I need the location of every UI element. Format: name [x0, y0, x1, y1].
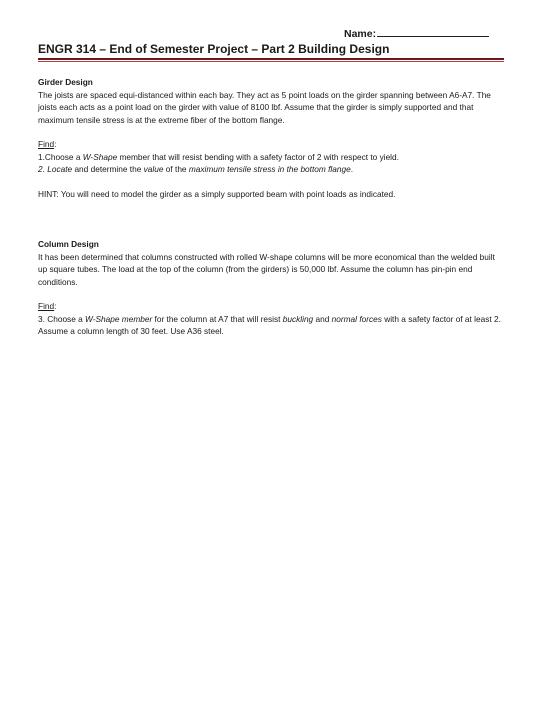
column-heading: Column Design — [38, 239, 99, 249]
name-label: Name: — [344, 28, 377, 40]
document-body — [38, 76, 504, 338]
title-rule-thin — [38, 61, 504, 62]
item2-mid1: and determine the — [72, 164, 144, 174]
item3-prefix: 3. Choose a — [38, 313, 86, 324]
item1-rest: member that will resist bending with a safety factor of 2 with respect to yield. — [117, 151, 399, 162]
girder-find — [38, 138, 504, 151]
document-title: ENGR 314 – End of Semester Project – Part 2 Building Design — [38, 42, 390, 56]
girder-item-2 — [38, 163, 504, 176]
column-find-label: Find — [38, 301, 55, 311]
item3-emph2: buckling — [282, 313, 314, 324]
girder-find-colon: : — [54, 139, 57, 149]
item2-emph3: maximum tensile stress in the bottom flange — [188, 164, 351, 174]
column-paragraph: It has been determined that columns constructed with rolled W-shape columns will be more economical than the welded built up square tubes. The load at the top of the column (from the girders) is 50,000 lbf. Assume the column has pin-pin end conditions. — [38, 251, 495, 287]
item2-mid2: of the — [163, 164, 189, 174]
item3-emph1: W-Shape member — [85, 313, 153, 324]
column-find-colon: : — [54, 301, 57, 311]
item2-emph2: value — [143, 164, 164, 174]
item1-prefix: 1.Choose a — [38, 151, 83, 162]
girder-paragraph: The joists are spaced equi-distanced within each bay. They act as 5 point loads on the girder spanning between A6-A7. The joists each acts as a point load on the girder with value of 8100 lbf. Assume that the girder is simply supported and that maximum tensile stress is at the extreme fiber of the bottom flange. — [38, 89, 491, 125]
item1-emph: W-Shape — [82, 151, 118, 162]
girder-item-1 — [38, 151, 504, 164]
column-item-3 — [38, 313, 504, 338]
name-field — [344, 26, 489, 40]
name-blank-line — [377, 26, 489, 37]
title-rule — [38, 58, 504, 60]
item3-emph3: normal forces — [331, 313, 382, 324]
girder-find-label: Find — [38, 139, 55, 149]
item2-emph1: 2. Locate — [38, 164, 73, 174]
girder-hint: HINT: You will need to model the girder as a simply supported beam with point loads as indicated. — [38, 188, 396, 199]
item3-mid1: for the column at A7 that will resist — [152, 313, 283, 324]
column-find — [38, 300, 504, 313]
item3-end: with a safety factor of at least 2. Assume a column length of 30 feet. Use A36 steel. — [38, 313, 501, 336]
item2-end: . — [350, 164, 354, 174]
item3-mid2: and — [313, 313, 332, 324]
girder-heading: Girder Design — [38, 77, 93, 87]
